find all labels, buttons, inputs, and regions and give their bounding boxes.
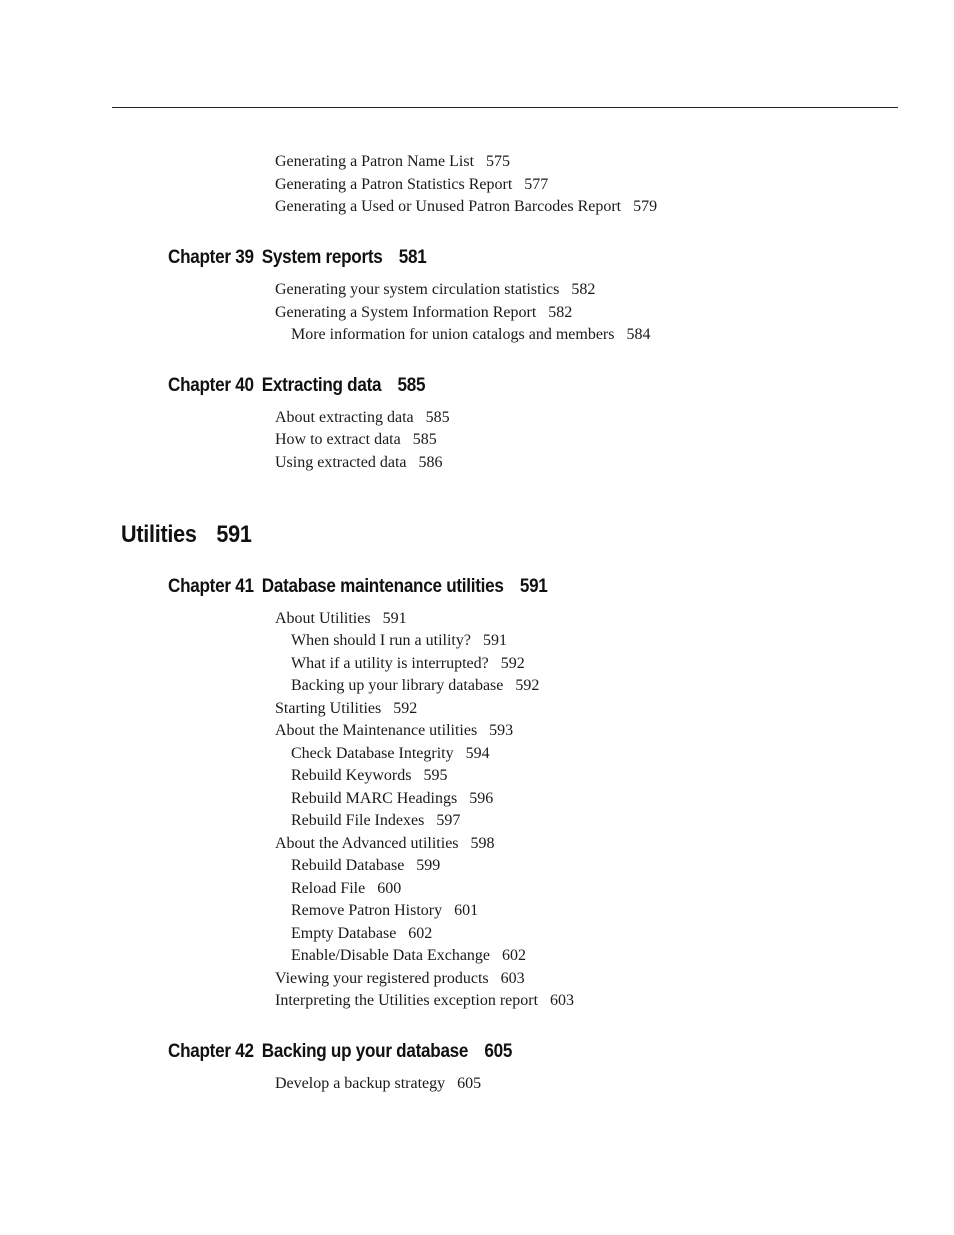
toc-entry[interactable] [275, 197, 657, 217]
toc-entry-page: 594 [465, 745, 490, 762]
chapter-page: 591 [519, 576, 548, 597]
toc-entry-label: About the Advanced utilities [275, 835, 459, 852]
chapter-number: Chapter 42 [168, 1041, 254, 1062]
chapter-title: System reports [261, 247, 383, 268]
toc-entry-label: Generating your system circulation statistics [275, 281, 560, 298]
toc-entry-label: Develop a backup strategy [275, 1075, 446, 1092]
chapter-number: Chapter 40 [168, 375, 254, 396]
toc-entry-page: 600 [377, 880, 402, 897]
chapter-title: Database maintenance utilities [261, 576, 504, 597]
toc-subentry[interactable] [291, 744, 490, 764]
toc-entry-label: Rebuild File Indexes [291, 812, 425, 829]
toc-entry-page: 592 [393, 700, 418, 717]
toc-entry-page: 597 [436, 812, 461, 829]
toc-entry-label: Using extracted data [275, 454, 407, 471]
toc-entry-page: 585 [425, 409, 450, 426]
chapter-heading-39[interactable] [168, 246, 426, 270]
toc-entry[interactable] [275, 699, 417, 719]
toc-subentry[interactable] [291, 879, 401, 899]
toc-subentry[interactable] [291, 901, 478, 921]
toc-entry-page: 596 [469, 790, 494, 807]
toc-entry-label: Check Database Integrity [291, 745, 454, 762]
part-heading-utilities[interactable] [121, 520, 252, 550]
toc-entry-page: 595 [423, 767, 448, 784]
toc-entry[interactable] [275, 175, 548, 195]
toc-subentry[interactable] [291, 856, 440, 876]
toc-entry-page: 582 [571, 281, 596, 298]
chapter-number: Chapter 41 [168, 576, 254, 597]
toc-entry-page: 603 [500, 970, 525, 987]
toc-entry-page: 601 [454, 902, 479, 919]
toc-entry-label: About Utilities [275, 610, 371, 627]
toc-entry-label: Generating a Used or Unused Patron Barcodes Report [275, 198, 622, 215]
toc-subentry[interactable] [291, 676, 539, 696]
toc-entry-page: 584 [626, 326, 651, 343]
toc-entry-page: 591 [382, 610, 407, 627]
part-page: 591 [216, 521, 252, 548]
toc-entry-page: 605 [457, 1075, 482, 1092]
toc-entry[interactable] [275, 430, 437, 450]
toc-entry-label: What if a utility is interrupted? [291, 655, 489, 672]
toc-entry-label: Generating a Patron Statistics Report [275, 176, 513, 193]
chapter-page: 605 [484, 1041, 513, 1062]
toc-entry-page: 592 [500, 655, 525, 672]
toc-entry-page: 575 [486, 153, 511, 170]
toc-entry-page: 592 [515, 677, 540, 694]
chapter-title: Extracting data [261, 375, 382, 396]
toc-entry[interactable] [275, 721, 513, 741]
toc-entry-page: 593 [489, 722, 514, 739]
toc-subentry[interactable] [291, 946, 526, 966]
toc-entry[interactable] [275, 280, 595, 300]
header-rule [112, 107, 898, 108]
toc-entry-label: Enable/Disable Data Exchange [291, 947, 491, 964]
toc-entry-label: Rebuild MARC Headings [291, 790, 458, 807]
toc-entry-label: Rebuild Keywords [291, 767, 412, 784]
toc-entry-page: 598 [470, 835, 495, 852]
toc-entry-label: Backing up your library database [291, 677, 504, 694]
toc-entry[interactable] [275, 1074, 481, 1094]
toc-entry-label: Remove Patron History [291, 902, 443, 919]
toc-entry-page: 582 [548, 304, 573, 321]
toc-subentry[interactable] [291, 631, 507, 651]
toc-subentry[interactable] [291, 924, 432, 944]
toc-entry-page: 599 [416, 857, 441, 874]
toc-entry-page: 579 [633, 198, 658, 215]
toc-entry[interactable] [275, 609, 407, 629]
toc-entry-page: 591 [482, 632, 507, 649]
chapter-heading-41[interactable] [168, 575, 548, 599]
toc-subentry[interactable] [291, 811, 460, 831]
toc-entry-page: 602 [408, 925, 433, 942]
chapter-page: 581 [398, 247, 427, 268]
toc-entry[interactable] [275, 969, 525, 989]
toc-entry-label: Rebuild Database [291, 857, 405, 874]
toc-entry-label: More information for union catalogs and members [291, 326, 615, 343]
toc-entry-page: 577 [524, 176, 549, 193]
toc-entry-page: 585 [412, 431, 437, 448]
toc-entry-label: When should I run a utility? [291, 632, 471, 649]
toc-entry-page: 603 [550, 992, 575, 1009]
chapter-heading-40[interactable] [168, 374, 425, 398]
toc-entry[interactable] [275, 991, 574, 1011]
toc-entry-label: About the Maintenance utilities [275, 722, 478, 739]
toc-entry[interactable] [275, 303, 572, 323]
chapter-number: Chapter 39 [168, 247, 254, 268]
chapter-page: 585 [397, 375, 426, 396]
toc-entry-page: 602 [502, 947, 527, 964]
toc-entry[interactable] [275, 453, 443, 473]
toc-subentry[interactable] [291, 789, 493, 809]
toc-entry-label: Viewing your registered products [275, 970, 489, 987]
toc-entry-label: Generating a Patron Name List [275, 153, 475, 170]
toc-entry[interactable] [275, 834, 495, 854]
toc-entry-label: Empty Database [291, 925, 397, 942]
part-title: Utilities [121, 521, 197, 548]
toc-entry-label: Generating a System Information Report [275, 304, 537, 321]
toc-subentry[interactable] [291, 325, 650, 345]
toc-entry-label: Interpreting the Utilities exception report [275, 992, 539, 1009]
chapter-title: Backing up your database [261, 1041, 469, 1062]
chapter-heading-42[interactable] [168, 1040, 512, 1064]
toc-entry-label: Starting Utilities [275, 700, 382, 717]
toc-entry[interactable] [275, 408, 450, 428]
toc-entry-label: Reload File [291, 880, 366, 897]
toc-entry[interactable] [275, 152, 510, 172]
toc-entry-label: About extracting data [275, 409, 414, 426]
toc-subentry[interactable] [291, 766, 447, 786]
toc-entry-page: 586 [418, 454, 443, 471]
toc-entry-label: How to extract data [275, 431, 401, 448]
toc-subentry[interactable] [291, 654, 525, 674]
